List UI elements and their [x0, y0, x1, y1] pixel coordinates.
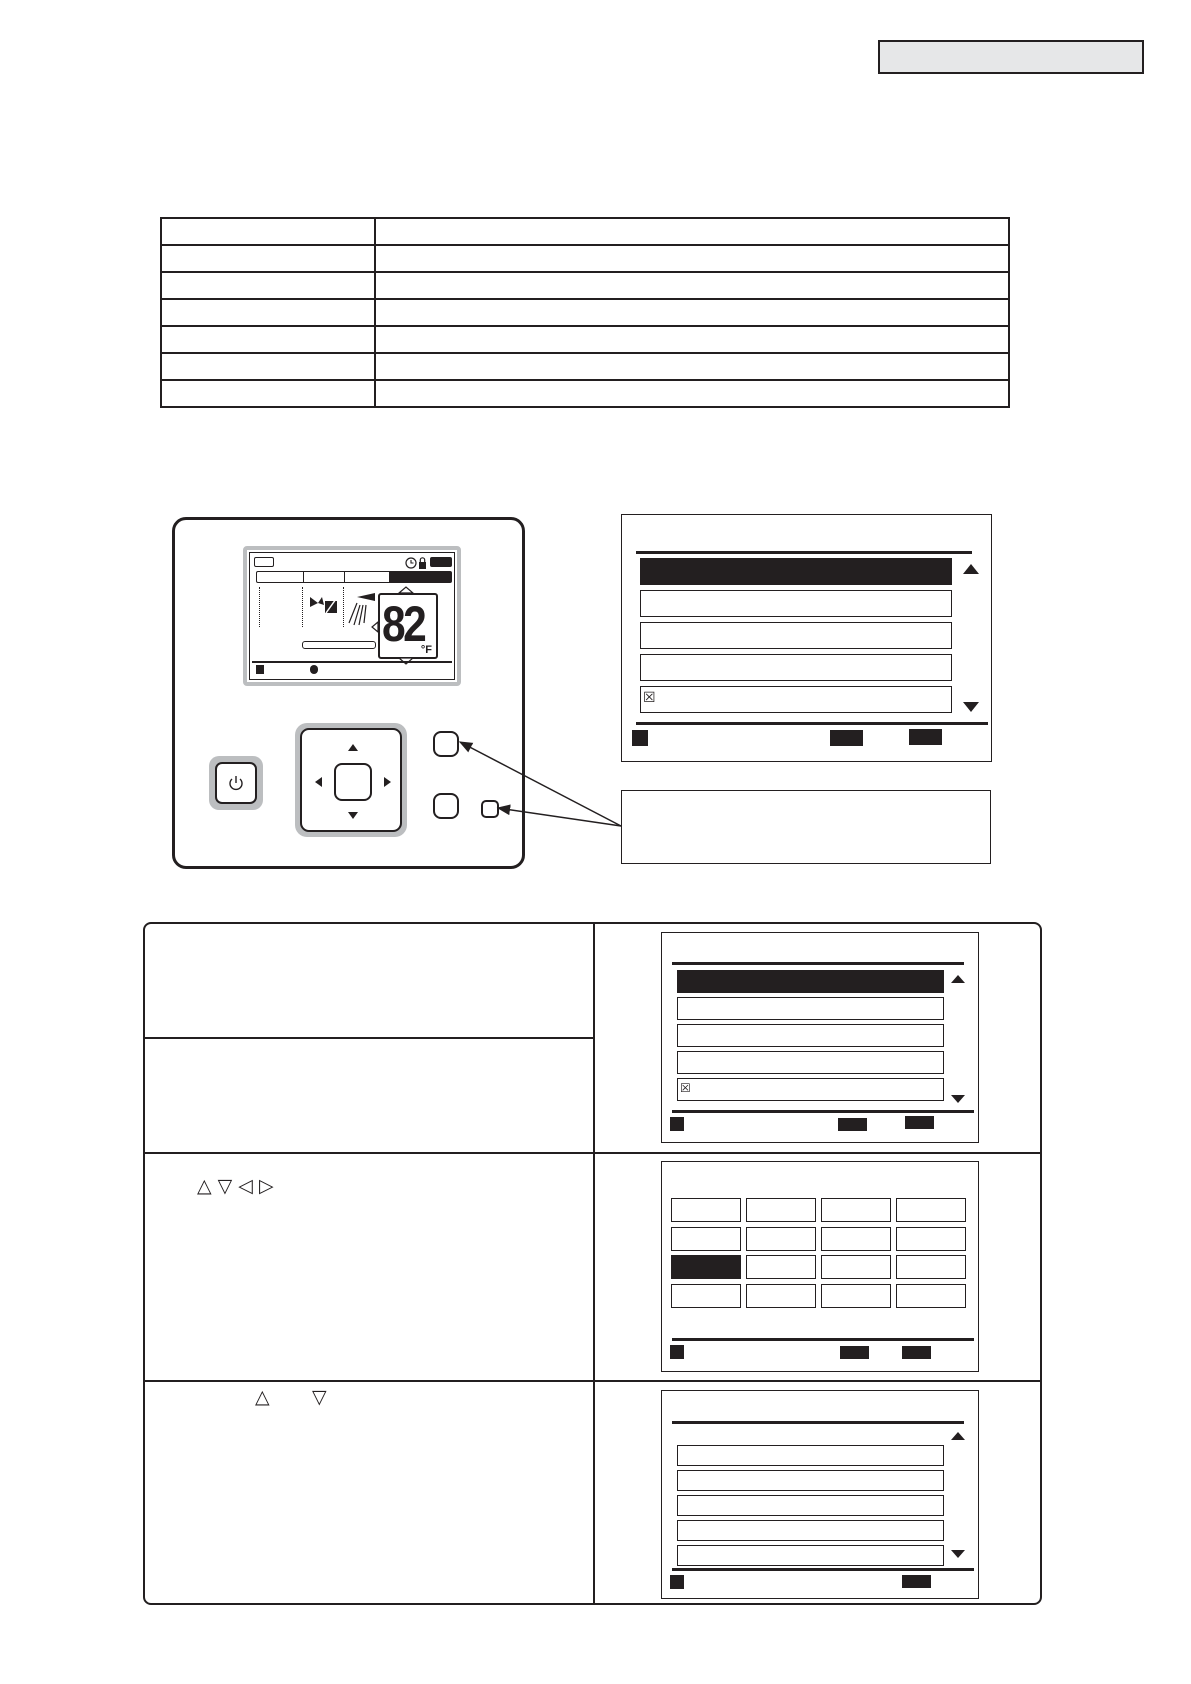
grid-item[interactable]	[896, 1255, 966, 1279]
menu-item[interactable]	[677, 997, 944, 1020]
step-up-key: △	[255, 1386, 270, 1408]
menu-item[interactable]	[640, 686, 952, 713]
grid-item[interactable]	[821, 1198, 891, 1222]
menu-item[interactable]	[640, 654, 952, 681]
scroll-down-icon[interactable]	[950, 1094, 966, 1104]
list-item[interactable]	[677, 1470, 944, 1491]
procedure-screen-1	[661, 932, 979, 1143]
menu-item[interactable]	[677, 1024, 944, 1047]
grid-item[interactable]	[896, 1284, 966, 1308]
four-way-select-icon	[670, 1345, 684, 1359]
scroll-up-icon[interactable]	[950, 1431, 966, 1441]
list-item[interactable]	[677, 1495, 944, 1516]
screen-button-right[interactable]	[902, 1575, 931, 1588]
grid-item[interactable]	[671, 1284, 741, 1308]
list-item[interactable]	[677, 1445, 944, 1466]
grid-item[interactable]	[896, 1227, 966, 1251]
grid-item[interactable]	[746, 1198, 816, 1222]
screen-button-left[interactable]	[840, 1346, 869, 1359]
grid-item[interactable]	[746, 1227, 816, 1251]
scroll-down-icon[interactable]	[962, 701, 980, 713]
procedure-screen-3	[661, 1390, 979, 1599]
checkbox-icon: ☒	[643, 690, 656, 706]
menu-item[interactable]	[640, 622, 952, 649]
scroll-down-icon[interactable]	[950, 1549, 966, 1559]
updown-select-icon	[670, 1575, 684, 1589]
checkbox-icon: ☒	[680, 1081, 691, 1095]
menu-item-selected[interactable]	[677, 970, 944, 993]
procedure-table	[143, 922, 1042, 1605]
grid-item[interactable]	[671, 1198, 741, 1222]
screen-button-left[interactable]	[830, 730, 863, 746]
menu-item[interactable]	[640, 590, 952, 617]
menu-item[interactable]	[677, 1078, 944, 1101]
screen-button-right[interactable]	[902, 1346, 931, 1359]
list-item[interactable]	[677, 1520, 944, 1541]
updown-select-icon	[632, 730, 648, 746]
grid-item[interactable]	[821, 1255, 891, 1279]
grid-item[interactable]	[821, 1284, 891, 1308]
temperature-unit: °F	[420, 644, 432, 656]
callout-box	[621, 790, 991, 864]
grid-item[interactable]	[671, 1227, 741, 1251]
list-item[interactable]	[677, 1545, 944, 1566]
scroll-up-icon[interactable]	[962, 563, 980, 575]
menu-screen	[621, 514, 992, 762]
step-arrow-keys: △ ▽ ◁ ▷	[197, 1175, 274, 1197]
screen-button-right[interactable]	[905, 1116, 934, 1129]
step-down-key: ▽	[312, 1386, 327, 1408]
menu-item-selected[interactable]	[640, 558, 952, 585]
screen-button-left[interactable]	[838, 1118, 867, 1131]
screen-button-right[interactable]	[909, 729, 942, 745]
grid-item[interactable]	[896, 1198, 966, 1222]
grid-item[interactable]	[746, 1255, 816, 1279]
procedure-screen-2	[661, 1161, 979, 1372]
menu-item[interactable]	[677, 1051, 944, 1074]
grid-item[interactable]	[821, 1227, 891, 1251]
scroll-up-icon[interactable]	[950, 974, 966, 984]
temperature-value: 82	[382, 596, 425, 652]
grid-item[interactable]	[746, 1284, 816, 1308]
updown-select-icon	[670, 1117, 684, 1131]
grid-item-selected[interactable]	[671, 1255, 741, 1279]
